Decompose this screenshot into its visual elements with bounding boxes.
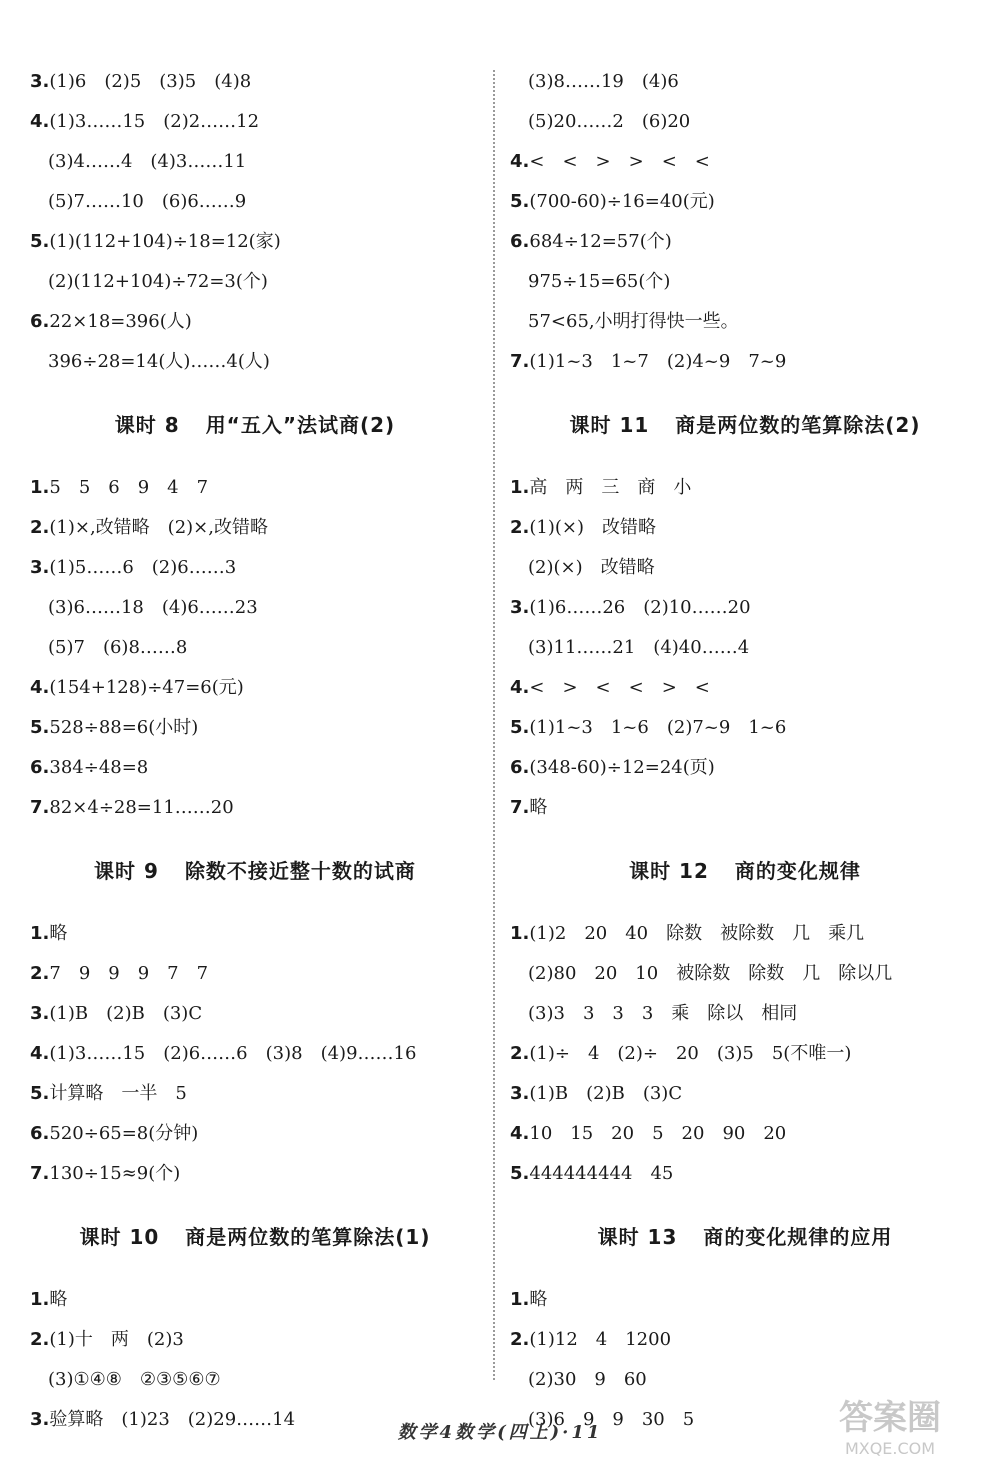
answer-line [510,182,980,222]
answer-line [510,588,980,628]
answer-text: 130÷15≈9(个) [49,1163,181,1184]
answer-text: 7 9 9 9 7 7 [49,963,209,984]
answer-text: (1)B (2)B (3)C [49,1003,203,1024]
answer-line [510,468,980,508]
section-heading [510,397,980,453]
answer-text: (3)3 3 3 3 乘 除以 相同 [528,1003,798,1024]
section-heading [30,843,480,899]
answer-line [30,468,480,508]
answer-line [510,1074,980,1114]
question-number: 5. [30,231,50,252]
answer-text: (2)80 20 10 被除数 除数 几 除以几 [528,963,893,984]
answer-line [510,708,980,748]
question-number: 4. [30,677,50,698]
question-number: 2. [30,517,50,538]
section-title: 商是两位数的笔算除法(1) [185,1225,431,1249]
question-number: 5. [30,717,50,738]
section-number: 课时 12 [629,859,709,883]
answer-line [510,788,980,828]
answer-line [510,222,980,262]
answer-text: 528÷88=6(小时) [49,717,199,738]
question-number: 2. [30,963,50,984]
answer-text: (1)6 (2)5 (3)5 (4)8 [49,71,252,92]
answer-text: (1)÷ 4 (2)÷ 20 (3)5 5(不唯一) [529,1043,852,1064]
question-number: 3. [30,1003,50,1024]
answer-text: (1)×,改错略 (2)×,改错略 [49,517,268,538]
question-number: 3. [30,71,50,92]
answer-text: 975÷15=65(个) [528,271,671,292]
answer-line [510,1154,980,1194]
section-number: 课时 8 [114,413,180,437]
question-number: 7. [30,1163,50,1184]
answer-text: (1)1~3 1~7 (2)4~9 7~9 [529,351,787,372]
answer-line [30,588,480,628]
answer-line [510,1360,980,1400]
answer-line [30,1034,480,1074]
answer-text: (2)30 9 60 [528,1369,647,1390]
answer-text: (348-60)÷12=24(页) [529,757,715,778]
answer-text: (1)3……15 (2)6……6 (3)8 (4)9……16 [49,1043,417,1064]
answer-text: 略 [529,1289,548,1310]
question-number: 2. [30,1329,50,1350]
answer-text: (1)6……26 (2)10……20 [529,597,751,618]
answer-line [30,1360,480,1400]
answer-text: 高 两 三 商 小 [529,477,692,498]
answer-text: 396÷28=14(人)……4(人) [48,351,270,372]
answer-line [30,342,480,382]
answer-text: (3)11……21 (4)40……4 [528,637,750,658]
answer-text: (700-60)÷16=40(元) [529,191,715,212]
answer-text: 5 5 6 9 4 7 [49,477,209,498]
answer-line [30,102,480,142]
question-number: 5. [30,1083,50,1104]
answer-line [510,302,980,342]
answer-text: (2)(×) 改错略 [528,557,655,578]
question-number: 7. [510,797,530,818]
section-title: 商的变化规律 [734,859,861,883]
section-title: 商的变化规律的应用 [703,1225,893,1249]
answer-text: 384÷48=8 [49,757,149,778]
answer-text: (1)十 两 (2)3 [49,1329,184,1350]
answer-line [30,994,480,1034]
answer-line [30,668,480,708]
answer-line [30,1154,480,1194]
question-number: 1. [30,477,50,498]
answer-line [510,628,980,668]
answer-line [30,182,480,222]
question-number: 1. [510,923,530,944]
section-title: 除数不接近整十数的试商 [184,859,416,883]
question-number: 2. [510,1329,530,1350]
answer-text: 略 [49,923,68,944]
answer-line [30,62,480,102]
question-number: 6. [30,311,50,332]
answer-line [510,142,980,182]
answer-text: (1)(112+104)÷18=12(家) [49,231,281,252]
answer-line [30,1280,480,1320]
answer-text: (154+128)÷47=6(元) [49,677,244,698]
answer-line [510,668,980,708]
answer-line [30,628,480,668]
question-number: 3. [510,1083,530,1104]
answer-line [30,1320,480,1360]
section-number: 课时 10 [79,1225,160,1249]
question-number: 4. [30,1043,50,1064]
answer-text: 684÷12=57(个) [529,231,672,252]
answer-line [510,1034,980,1074]
answer-text: (2)(112+104)÷72=3(个) [48,271,268,292]
answer-line [510,508,980,548]
answer-text: (1)1~3 1~6 (2)7~9 1~6 [529,717,787,738]
answer-text: 57<65,小明打得快一些。 [528,311,739,332]
question-number: 1. [30,923,50,944]
question-number: 3. [30,557,50,578]
answer-text: (3)①④⑧ ②③⑤⑥⑦ [48,1369,221,1390]
answer-line [30,508,480,548]
answer-line [510,62,980,102]
answer-text: (1)3……15 (2)2……12 [49,111,260,132]
section-number: 课时 11 [569,413,650,437]
answer-text: (1)2 20 40 除数 被除数 几 乘几 [529,923,865,944]
answer-line [510,914,980,954]
question-number: 2. [510,517,530,538]
question-number: 2. [510,1043,530,1064]
question-number: 6. [510,231,530,252]
section-heading [30,397,480,453]
question-number: 3. [510,597,530,618]
answer-text: (1)5……6 (2)6……3 [49,557,237,578]
answer-line [30,1074,480,1114]
section-title: 用“五入”法试商(2) [205,413,396,437]
column-divider [493,70,495,1380]
question-number: 4. [510,677,530,698]
question-number: 1. [510,1289,530,1310]
answer-line [510,548,980,588]
answer-text: < > < < > < [529,677,710,698]
answer-text: 444444444 45 [529,1163,674,1184]
question-number: 5. [510,1163,530,1184]
answer-text: 520÷65=8(分钟) [49,1123,199,1144]
answer-line [510,748,980,788]
question-number: 4. [30,111,50,132]
question-number: 1. [510,477,530,498]
answer-text: (5)20……2 (6)20 [528,111,691,132]
answer-line [30,914,480,954]
question-number: 4. [510,1123,530,1144]
question-number: 7. [30,797,50,818]
answer-text: (3)4……4 (4)3……11 [48,151,247,172]
answer-line [510,262,980,302]
question-number: 5. [510,717,530,738]
question-number: 6. [30,1123,50,1144]
question-number: 6. [30,757,50,778]
watermark-logo [800,1398,980,1468]
right-column [510,62,980,1440]
answer-text: (3)6 9 9 30 5 [528,1409,695,1430]
answer-text: (1)12 4 1200 [529,1329,672,1350]
question-number: 5. [510,191,530,212]
answer-text: 计算略 一半 5 [49,1083,187,1104]
answer-text: (5)7 (6)8……8 [48,637,188,658]
answer-line [30,708,480,748]
answer-text: 验算略 (1)23 (2)29……14 [49,1409,296,1430]
question-number: 4. [510,151,530,172]
answer-text: 略 [49,1289,68,1310]
answer-text: < < > > < < [529,151,710,172]
left-column [30,62,480,1440]
section-title: 商是两位数的笔算除法(2) [675,413,921,437]
answer-line [30,1114,480,1154]
section-heading [30,1209,480,1265]
section-number: 课时 13 [597,1225,678,1249]
answer-line [30,954,480,994]
answer-line [30,222,480,262]
section-number: 课时 9 [94,859,159,883]
question-number: 3. [30,1409,50,1430]
question-number: 1. [30,1289,50,1310]
answer-line [30,302,480,342]
answer-line [510,342,980,382]
answer-line [510,1114,980,1154]
answer-line [30,748,480,788]
question-number: 6. [510,757,530,778]
answer-line [510,1280,980,1320]
answer-text: 82×4÷28=11……20 [49,797,234,818]
answer-line [510,102,980,142]
section-heading [510,1209,980,1265]
question-number: 7. [510,351,530,372]
answer-text: 22×18=396(人) [49,311,192,332]
section-heading [510,843,980,899]
answer-text: (3)6……18 (4)6……23 [48,597,258,618]
answer-text: 略 [529,797,548,818]
answer-text: (3)8……19 (4)6 [528,71,679,92]
answer-line [510,954,980,994]
watermark-url: MXQE.COM [844,1439,936,1458]
answer-line [510,1320,980,1360]
answer-line [30,788,480,828]
answer-text: (1)(×) 改错略 [529,517,656,538]
answer-text: 10 15 20 5 20 90 20 [529,1123,787,1144]
watermark-title: 答案圈 [839,1398,941,1438]
answer-line [30,262,480,302]
answer-line [30,142,480,182]
page-footer: 数学4数学(四上)·11 [397,1422,603,1443]
answer-text: (1)B (2)B (3)C [529,1083,683,1104]
answer-line [30,548,480,588]
answer-text: (5)7……10 (6)6……9 [48,191,247,212]
answer-line [510,994,980,1034]
